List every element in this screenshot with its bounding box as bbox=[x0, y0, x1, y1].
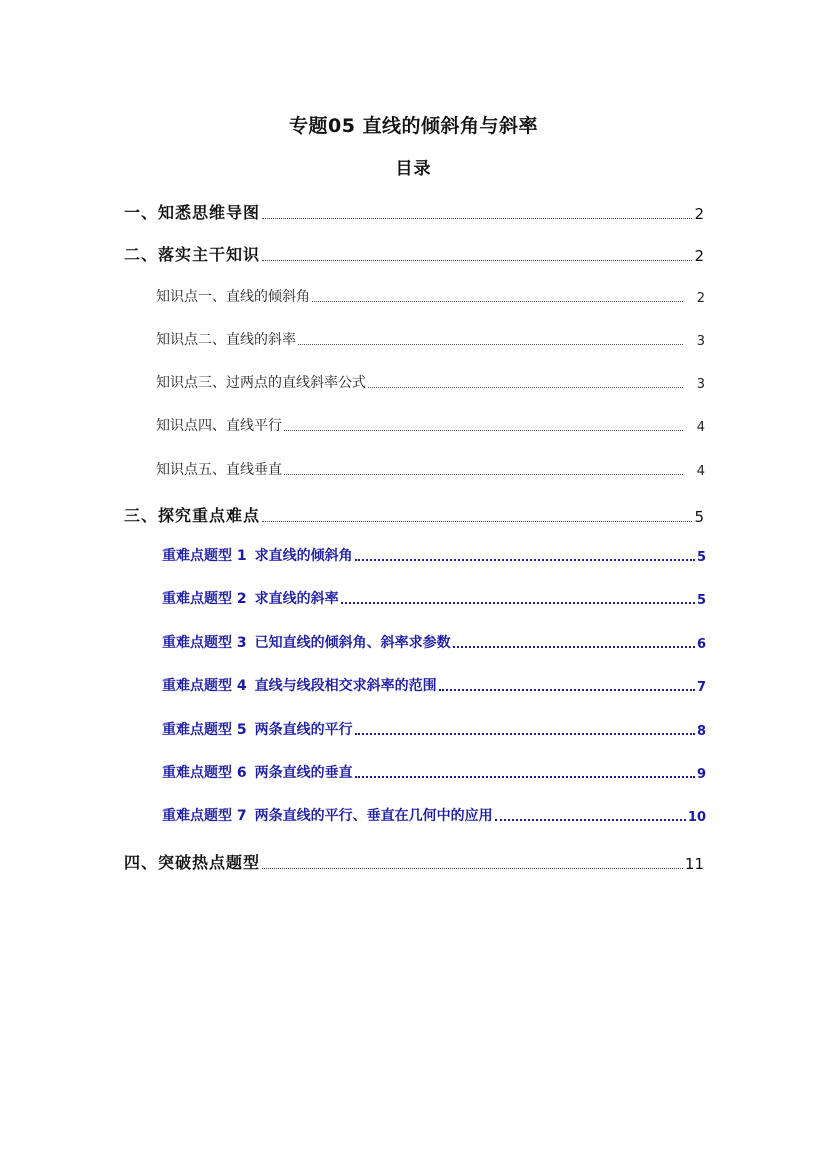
toc-leader-dots bbox=[312, 300, 683, 302]
toc-leader-dots bbox=[262, 259, 692, 261]
toc-entry-label: 求直线的斜率 bbox=[254, 591, 339, 607]
toc-section-4[interactable] bbox=[124, 850, 704, 873]
toc-page-number: 4 bbox=[696, 464, 705, 479]
toc-leader-dots bbox=[439, 688, 695, 691]
toc-section-label: 三、探究重点难点 bbox=[124, 506, 261, 525]
toc-page-number: 7 bbox=[696, 680, 706, 695]
toc-leader-dots bbox=[368, 386, 683, 388]
document-title: 专题05 直线的倾斜角与斜率 bbox=[288, 115, 539, 137]
toc-leader-dots bbox=[495, 818, 686, 821]
toc-entry-label: 两条直线的平行、垂直在几何中的应用 bbox=[254, 808, 493, 824]
toc-leader-dots bbox=[262, 520, 692, 522]
toc-entry-label: 知识点四、直线平行 bbox=[156, 418, 282, 434]
toc-section-label: 四、突破热点题型 bbox=[124, 853, 261, 872]
toc-page-number: 6 bbox=[696, 637, 706, 652]
toc-page-number: 5 bbox=[694, 508, 704, 526]
toc-entry-prefix: 重难点题型 6 bbox=[162, 765, 247, 781]
toc-knowledge-point-3[interactable] bbox=[156, 372, 705, 392]
toc-entry-label: 两条直线的平行 bbox=[254, 722, 353, 738]
toc-leader-dots bbox=[453, 645, 695, 648]
toc-leader-dots bbox=[262, 867, 683, 869]
toc-entry-prefix: 重难点题型 5 bbox=[162, 722, 247, 738]
toc-problem-type-3[interactable] bbox=[162, 632, 706, 652]
toc-leader-dots bbox=[298, 343, 683, 345]
toc-entry-prefix: 重难点题型 4 bbox=[162, 678, 247, 694]
toc-entry-label: 知识点五、直线垂直 bbox=[156, 462, 282, 478]
toc-page-number: 2 bbox=[696, 291, 705, 306]
toc-problem-type-5[interactable] bbox=[162, 719, 706, 739]
toc-section-1[interactable] bbox=[124, 200, 704, 223]
toc-page-number: 11 bbox=[684, 855, 704, 873]
toc-leader-dots bbox=[262, 217, 692, 219]
toc-leader-dots bbox=[284, 473, 683, 475]
toc-page-number: 3 bbox=[696, 377, 705, 392]
toc-entry-prefix: 重难点题型 7 bbox=[162, 808, 247, 824]
toc-page-number: 10 bbox=[687, 810, 706, 825]
toc-section-3[interactable] bbox=[124, 503, 704, 526]
toc-entry-label: 知识点一、直线的倾斜角 bbox=[156, 289, 310, 305]
toc-problem-type-7[interactable] bbox=[162, 805, 706, 825]
toc-section-label: 二、落实主干知识 bbox=[124, 245, 261, 264]
toc-leader-dots bbox=[284, 429, 683, 431]
toc-entry-label: 已知直线的倾斜角、斜率求参数 bbox=[254, 635, 451, 651]
toc-page-number: 5 bbox=[696, 550, 706, 565]
toc-knowledge-point-1[interactable] bbox=[156, 286, 705, 306]
toc-knowledge-point-5[interactable] bbox=[156, 459, 705, 479]
toc-heading: 目录 bbox=[395, 159, 432, 179]
toc-leader-dots bbox=[355, 775, 695, 778]
toc-entry-prefix: 重难点题型 1 bbox=[162, 548, 247, 564]
toc-problem-type-6[interactable] bbox=[162, 762, 706, 782]
toc-page-number: 3 bbox=[696, 334, 705, 349]
toc-page-number: 9 bbox=[696, 767, 706, 782]
toc-knowledge-point-4[interactable] bbox=[156, 415, 705, 435]
toc-entry-label: 知识点二、直线的斜率 bbox=[156, 332, 296, 348]
toc-entry-label: 求直线的倾斜角 bbox=[254, 548, 353, 564]
toc-knowledge-point-2[interactable] bbox=[156, 329, 705, 349]
toc-entry-label: 知识点三、过两点的直线斜率公式 bbox=[156, 375, 366, 391]
toc-problem-type-2[interactable] bbox=[162, 588, 706, 608]
toc-entry-label: 两条直线的垂直 bbox=[254, 765, 353, 781]
toc-entry-prefix: 重难点题型 3 bbox=[162, 635, 247, 651]
toc-leader-dots bbox=[341, 601, 695, 604]
toc-page-number: 2 bbox=[694, 247, 704, 265]
toc-page-number: 4 bbox=[696, 420, 705, 435]
toc-problem-type-1[interactable] bbox=[162, 545, 706, 565]
toc-page-number: 2 bbox=[694, 205, 704, 223]
toc-page-number: 8 bbox=[696, 724, 706, 739]
toc-section-label: 一、知悉思维导图 bbox=[124, 203, 261, 222]
toc-section-2[interactable] bbox=[124, 242, 704, 265]
toc-problem-type-4[interactable] bbox=[162, 675, 706, 695]
toc-leader-dots bbox=[355, 732, 695, 735]
toc-leader-dots bbox=[355, 558, 695, 561]
toc-page-number: 5 bbox=[696, 593, 706, 608]
toc-entry-label: 直线与线段相交求斜率的范围 bbox=[254, 678, 437, 694]
toc-entry-prefix: 重难点题型 2 bbox=[162, 591, 247, 607]
